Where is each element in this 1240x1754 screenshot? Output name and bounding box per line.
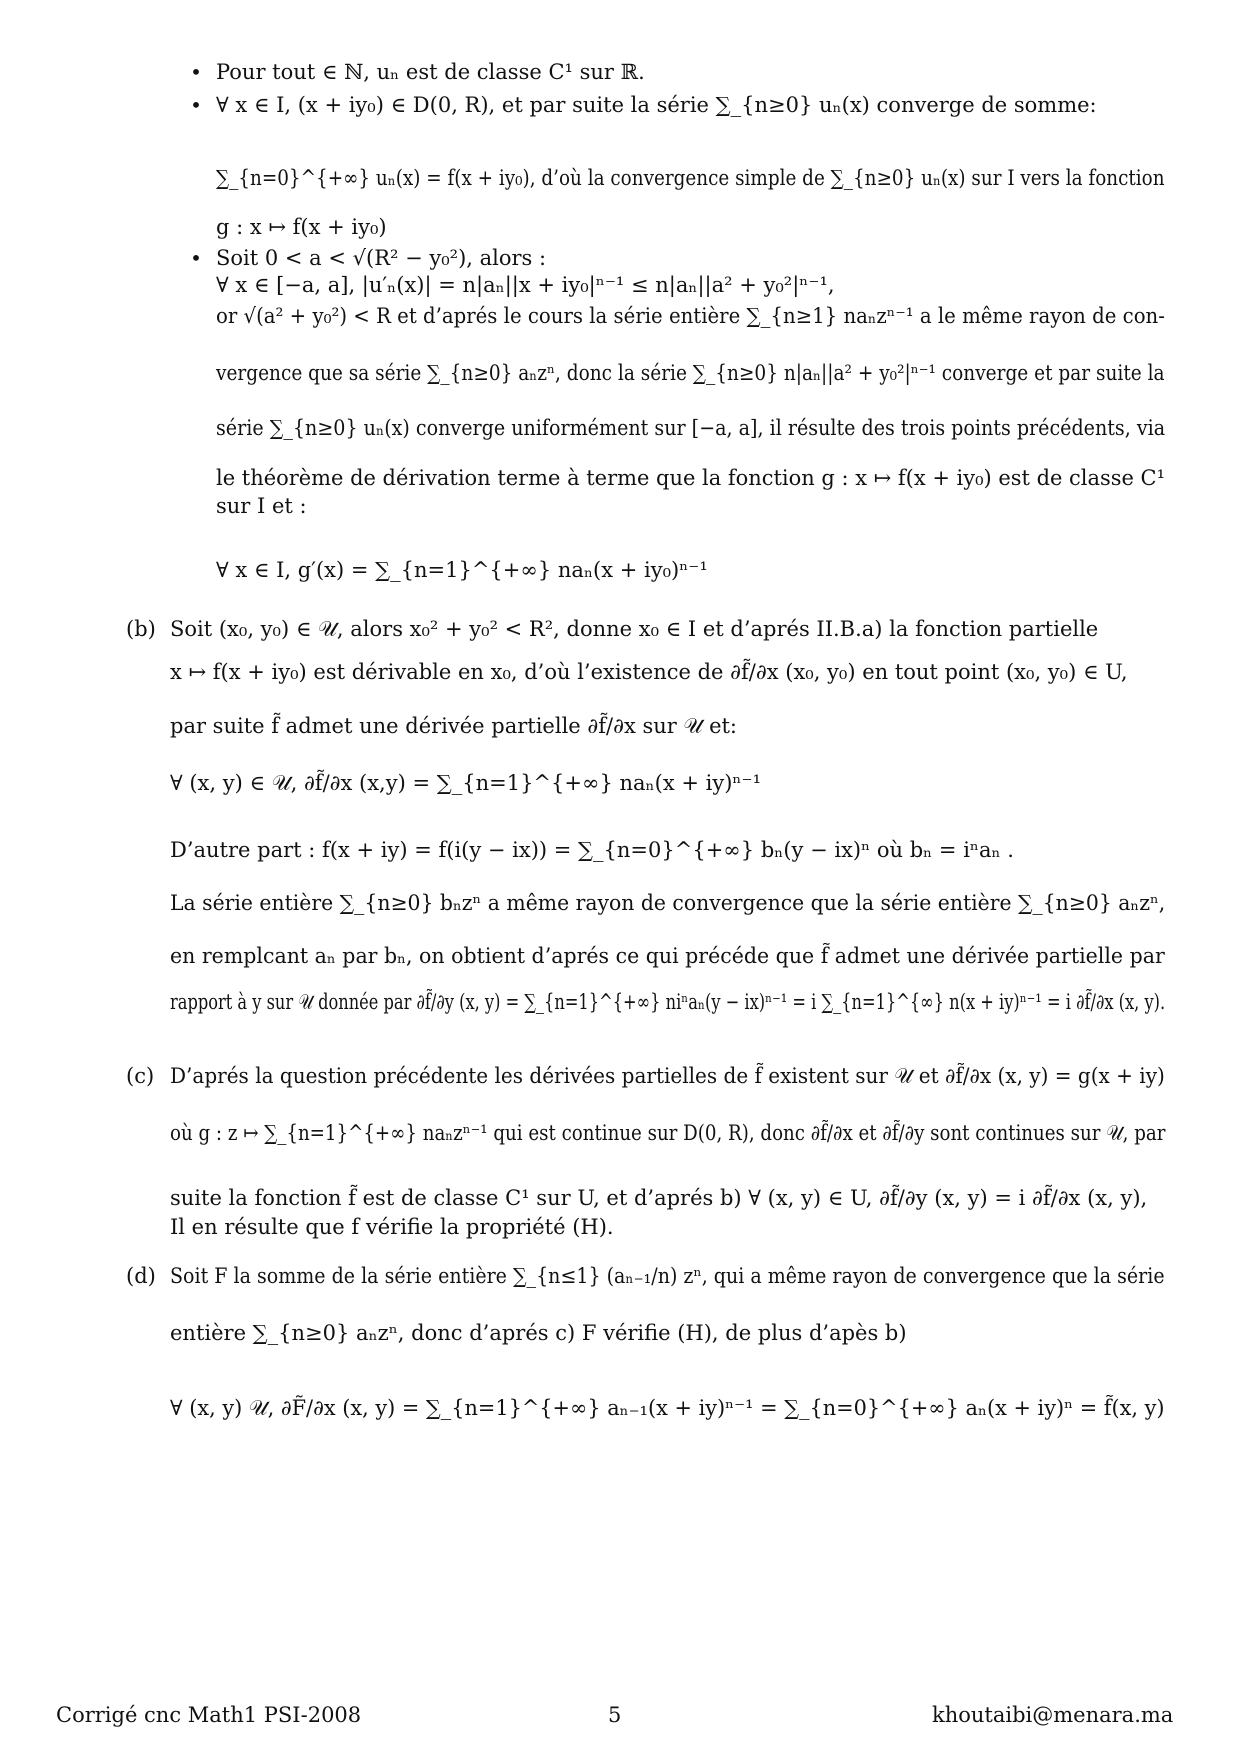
text-line: x ↦ f(x + iy₀) est dérivable en x₀, d’où l’existence de ∂f̃/∂x (x₀, y₀) en tout point (x₀, y₀) ∈ U, <box>170 660 1128 684</box>
text-line: ∀ (x, y) 𝒰, ∂F̃/∂x (x, y) = ∑_{n=1}^{+∞} aₙ₋₁(x + iy)ⁿ⁻¹ = ∑_{n=0}^{+∞} aₙ(x + iy)ⁿ = f̃(x, y) <box>170 1396 1165 1420</box>
text-line: or √(a² + y₀²) < R et d’aprés le cours la série entière ∑_{n≥1} naₙzⁿ⁻¹ a le même rayon de con- <box>216 304 1165 328</box>
text-line: D’aprés la question précédente les dérivées partielles de f̃ existent sur 𝒰 et ∂f̃/∂x (x, y) = g(x + iy) <box>170 1064 1165 1088</box>
text-line: entière ∑_{n≥0} aₙzⁿ, donc d’aprés c) F vérifie (H), de plus d’apès b) <box>170 1321 907 1345</box>
bullet-2: • <box>190 93 202 117</box>
part-c-label: (c) <box>126 1064 155 1088</box>
text-line: sur I et : <box>216 494 307 518</box>
author-email: khoutaibi@menara.ma <box>932 1703 1174 1727</box>
text-line: série ∑_{n≥0} uₙ(x) converge uniformément sur [−a, a], il résulte des trois points précédents, via <box>216 416 1166 440</box>
text-line: ∑_{n=0}^{+∞} uₙ(x) = f(x + iy₀), d’où la convergence simple de ∑_{n≥0} uₙ(x) sur I vers la fonction <box>216 166 1165 190</box>
part-b-label: (b) <box>126 617 156 641</box>
text-line: ∀ x ∈ I, (x + iy₀) ∈ D(0, R), et par suite la série ∑_{n≥0} uₙ(x) converge de somme: <box>216 93 1097 117</box>
text-line: ∀ (x, y) ∈ 𝒰, ∂f̃/∂x (x,y) = ∑_{n=1}^{+∞} naₙ(x + iy)ⁿ⁻¹ <box>170 771 761 795</box>
text-line: par suite f̃ admet une dérivée partielle ∂f̃/∂x sur 𝒰 et: <box>170 714 738 738</box>
text-line: ∀ x ∈ I, g′(x) = ∑_{n=1}^{+∞} naₙ(x + iy₀)ⁿ⁻¹ <box>216 558 708 582</box>
part-d-label: (d) <box>126 1264 156 1288</box>
bullet-3: • <box>190 246 202 270</box>
text-line: Pour tout ∈ ℕ, uₙ est de classe C¹ sur ℝ. <box>216 60 645 84</box>
text-line: La série entière ∑_{n≥0} bₙzⁿ a même rayon de convergence que la série entière ∑_{n≥0} aₙzⁿ, <box>170 891 1166 915</box>
text-line: rapport à y sur 𝒰 donnée par ∂f̃/∂y (x, y) = ∑_{n=1}^{+∞} niⁿaₙ(y − ix)ⁿ⁻¹ = i ∑_{n=1}^{∞} n(x + iy)ⁿ⁻¹ = i ∂f̃/∂x (x, y). <box>170 990 1166 1014</box>
footer-title: Corrigé cnc Math1 PSI-2008 <box>56 1703 362 1727</box>
text-line: Soit (x₀, y₀) ∈ 𝒰, alors x₀² + y₀² < R², donne x₀ ∈ I et d’aprés II.B.a) la fonction partielle <box>170 617 1099 641</box>
text-line: en remplcant aₙ par bₙ, on obtient d’aprés ce qui précéde que f̃ admet une dérivée partielle par <box>170 944 1165 968</box>
text-line: où g : z ↦ ∑_{n=1}^{+∞} naₙzⁿ⁻¹ qui est continue sur D(0, R), donc ∂f̃/∂x et ∂f̃/∂y sont continues sur 𝒰, par <box>170 1121 1166 1145</box>
page-number: 5 <box>608 1703 622 1727</box>
text-line: Soit 0 < a < √(R² − y₀²), alors : <box>216 246 547 270</box>
text-line: g : x ↦ f(x + iy₀) <box>216 215 387 239</box>
text-line: Il en résulte que f vérifie la propriété (H). <box>170 1215 614 1239</box>
text-line: ∀ x ∈ [−a, a], |u′ₙ(x)| = n|aₙ||x + iy₀|ⁿ⁻¹ ≤ n|aₙ||a² + y₀²|ⁿ⁻¹, <box>216 273 835 297</box>
bullet-1: • <box>190 60 202 84</box>
text-line: D’autre part : f(x + iy) = f(i(y − ix)) = ∑_{n=0}^{+∞} bₙ(y − ix)ⁿ où bₙ = iⁿaₙ . <box>170 838 1014 862</box>
text-line: suite la fonction f̃ est de classe C¹ sur U, et d’aprés b) ∀ (x, y) ∈ U, ∂f̃/∂y (x, y) = i ∂f̃/∂x (x, y), <box>170 1186 1148 1210</box>
text-line: Soit F la somme de la série entière ∑_{n≤1} (aₙ₋₁/n) zⁿ, qui a même rayon de convergence que la série <box>170 1264 1165 1288</box>
text-line: vergence que sa série ∑_{n≥0} aₙzⁿ, donc la série ∑_{n≥0} n|aₙ||a² + y₀²|ⁿ⁻¹ converge et par suite la <box>216 361 1165 385</box>
text-line: le théorème de dérivation terme à terme que la fonction g : x ↦ f(x + iy₀) est de classe C¹ <box>216 466 1166 490</box>
